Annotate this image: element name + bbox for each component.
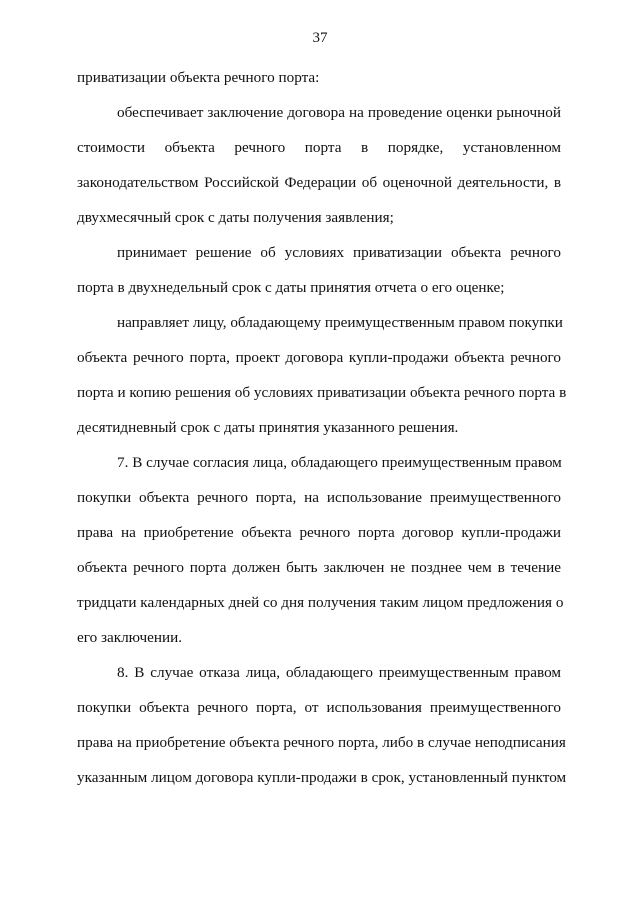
text-line: направляет лицу, обладающему преимущественным правом покупки [117, 314, 563, 331]
text-line: 7. В случае согласия лица, обладающего преимущественным правом [117, 454, 562, 471]
paragraph [77, 661, 567, 801]
text-line: 8. В случае отказа лица, обладающего преимущественным правом [117, 664, 561, 681]
text-line: права на приобретение объекта речного порта, либо в случае неподписания [77, 734, 566, 751]
text-line: десятидневный срок с даты принятия указанного решения. [77, 419, 459, 436]
text-line: покупки объекта речного порта, от использования преимущественного [77, 699, 561, 716]
text-line: его заключении. [77, 629, 183, 646]
page-number: 37 [312, 30, 328, 46]
text-line: указанным лицом договора купли-продажи в срок, установленный пунктом [77, 769, 567, 786]
text-line: принимает решение об условиях приватизации объекта речного [117, 244, 561, 261]
text-line: законодательством Российской Федерации об оценочной деятельности, в [77, 174, 561, 191]
paragraph [77, 241, 561, 311]
text-line: двухмесячный срок с даты получения заявления; [77, 209, 394, 226]
text-line: порта и копию решения об условиях приватизации объекта речного порта в [77, 384, 567, 401]
text-line: тридцати календарных дней со дня получения таким лицом предложения о [77, 594, 564, 611]
document-body [77, 66, 567, 801]
text-line: права на приобретение объекта речного порта договор купли-продажи [77, 524, 561, 541]
text-line: объекта речного порта, проект договора купли-продажи объекта речного [77, 349, 561, 366]
paragraph [77, 311, 567, 451]
paragraph [77, 101, 561, 241]
text-line: объекта речного порта должен быть заключен не позднее чем в течение [77, 559, 561, 576]
text-line: порта в двухнедельный срок с даты принятия отчета о его оценке; [77, 279, 505, 296]
text-line: стоимости объекта речного порта в порядке, установленном [77, 139, 561, 156]
text-line: покупки объекта речного порта, на использование преимущественного [77, 489, 561, 506]
text-line: приватизации объекта речного порта: [77, 69, 320, 86]
text-line: обеспечивает заключение договора на проведение оценки рыночной [117, 104, 561, 121]
paragraph [77, 66, 561, 101]
paragraph [77, 451, 564, 661]
